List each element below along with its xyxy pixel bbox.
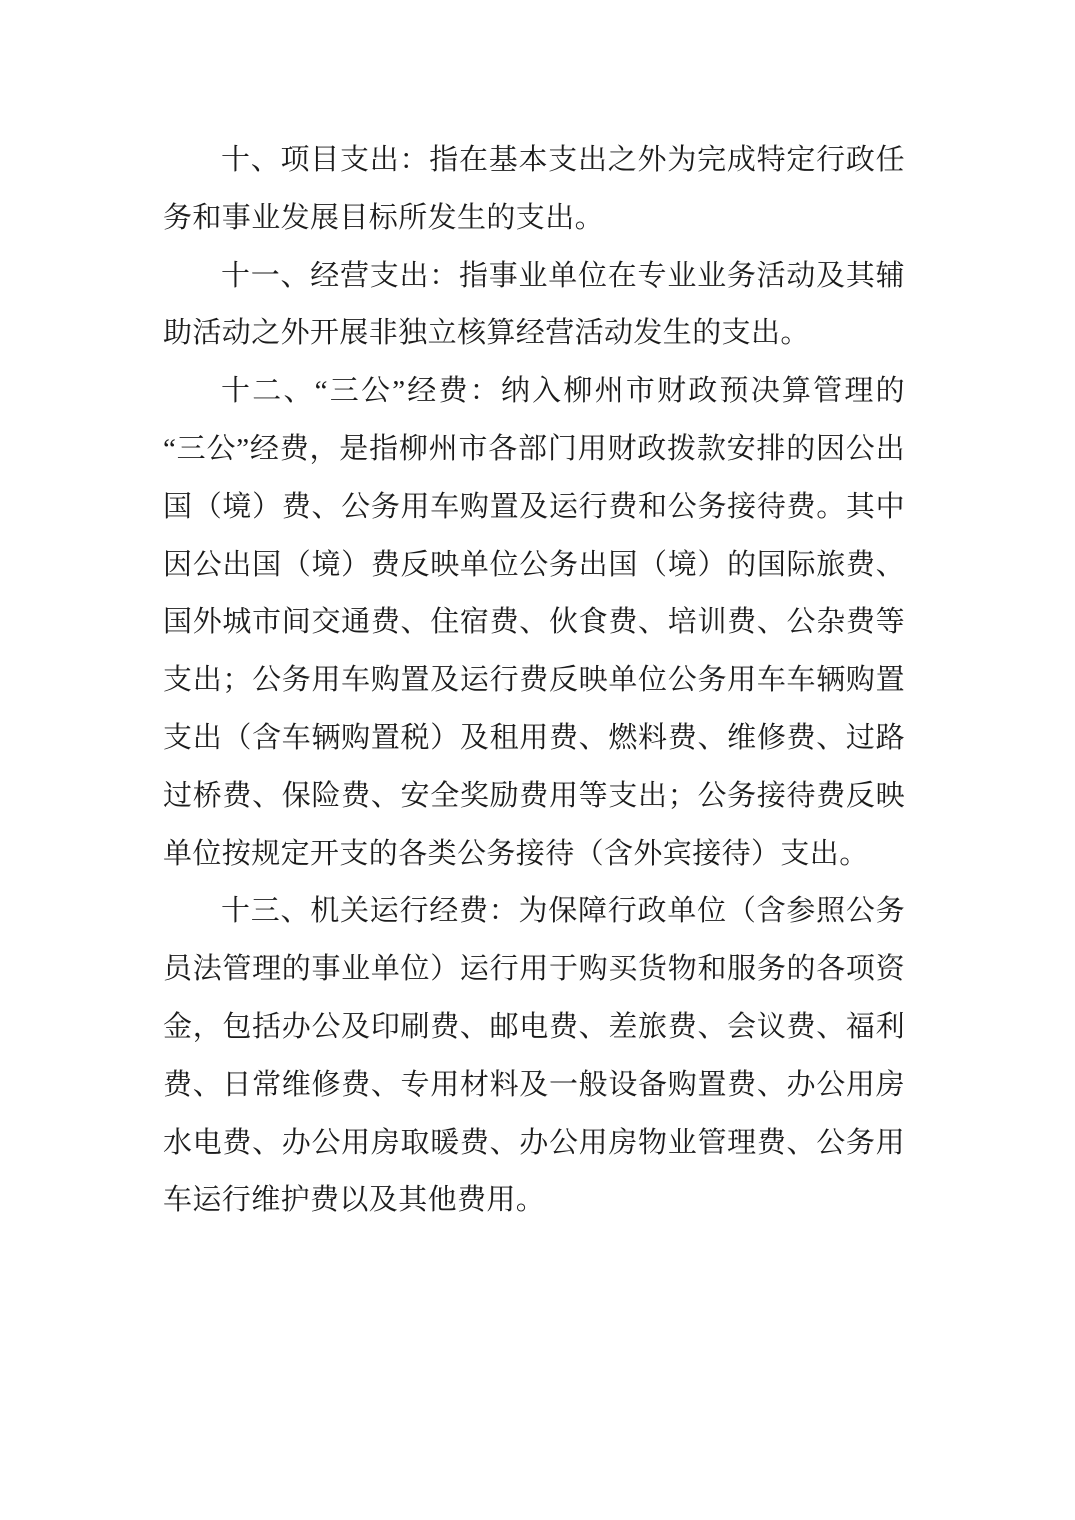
paragraph-agency-operating-funds: 十三、机关运行经费：为保障行政单位（含参照公务员法管理的事业单位）运行用于购买货物和服务的各项资金，包括办公及印刷费、邮电费、差旅费、会议费、福利费、日常维修费、专用材料及一般设备购置费、办公用房水电费、办公用房取暖费、办公用房物业管理费、公务用车运行维护费以及其他费用。 (163, 895, 905, 1217)
paragraph-operating-expenditure: 十一、经营支出：指事业单位在专业业务活动及其辅助活动之外开展非独立核算经营活动发生的支出。 (163, 259, 905, 350)
paragraph-three-public-funds: 十二、“三公”经费：纳入柳州市财政预决算管理的“三公”经费，是指柳州市各部门用财政拨款安排的因公出国（境）费、公务用车购置及运行费和公务接待费。其中因公出国（境）费反映单位公务出国（境）的国际旅费、国外城市间交通费、住宿费、伙食费、培训费、公杂费等支出；公务用车购置及运行费反映单位公务用车车辆购置支出（含车辆购置税）及租用费、燃料费、维修费、过路过桥费、保险费、安全奖励费用等支出；公务接待费反映单位按规定开支的各类公务接待（含外宾接待）支出。 (163, 375, 905, 870)
paragraph-project-expenditure: 十、项目支出：指在基本支出之外为完成特定行政任务和事业发展目标所发生的支出。 (163, 144, 905, 234)
document-text-block (163, 132, 905, 1230)
